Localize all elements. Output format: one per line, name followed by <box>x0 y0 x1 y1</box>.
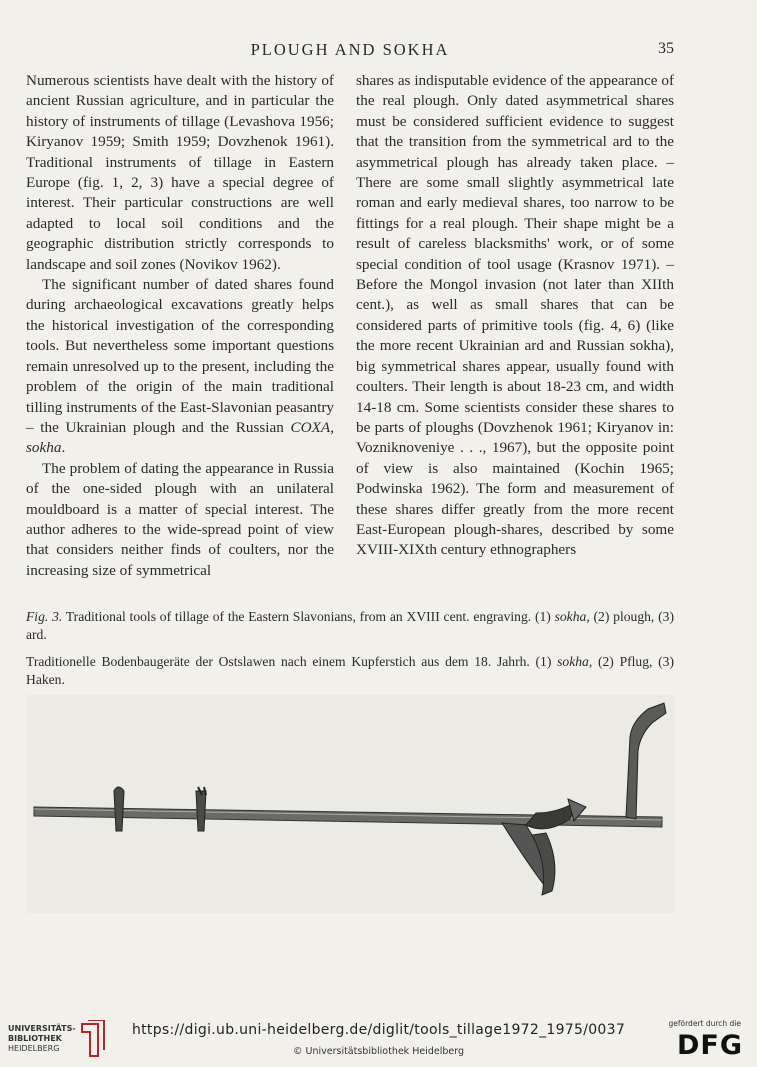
caption-german <box>26 653 674 689</box>
plough-photograph <box>26 695 674 913</box>
paragraph: shares as indisputable evidence of the appearance of the real plough. Only dated asymmetrical shares must be considered sufficient evidence to suggest that the transition from the symmetrical ard to the asymmetrical plough has already taken place. – There are some small slightly asymmetrical late roman and early medieval shares, too narrow to be fittings for a real plough. Their shape might be a result of careless blacksmiths' work, or of some special condition of tool usage (Krasnov 1971). – Before the Mongol invasion (not later than XIIth cent.), as well as small shares that can be considered parts of primitive tools (fig. 4, 6) (like the more recent Ukrainian ard and Russian sokha), big symmetrical shares appear, usually found with coulters. Their length is about 18-23 cm, and width 14-18 cm. Some scientists consider these shares to be parts of ploughs (Dovzhenok 1961; Kiryanov in: Vozniknoveniye . . ., 1967), but the opposite point of view is also maintained (Kochin 1965; Podwinska 1962). The form and measurement of these shares differ greatly from the more recent East-European plough-shares, described by some XVIII-XIXth century ethnographers <box>356 72 674 559</box>
paragraph-text: The significant number of dated shares found during archaeological excavations greatly helps the historical investigation of the corresponding tools. But nevertheless some important questions remain unresolved up to the present, including the problem of the origin of the main traditional tilling instruments of the East-Slavonian peasantry – the Ukrainian plough and the Russian <box>26 276 334 436</box>
dfg-logo: DFG <box>676 1030 743 1061</box>
page-number: 35 <box>658 40 674 57</box>
plough-illustration <box>26 695 674 913</box>
source-url-link[interactable]: https://digi.ub.uni-heidelberg.de/diglit/tools_tillage1972_1975/0037 <box>131 1022 626 1038</box>
running-title: PLOUGH AND SOKHA <box>250 40 450 59</box>
right-column <box>356 71 674 561</box>
page-header <box>26 40 674 62</box>
caption-text: Traditional tools of tillage of the Eastern Slavonians, from an XVIII cent. engraving. (1) <box>62 609 555 624</box>
copyright-notice: © Universitätsbibliothek Heidelberg <box>292 1046 464 1057</box>
paragraph: The problem of dating the appearance in Russia of the one-sided plough with an unilateral mouldboard is a matter of special interest. The author adheres to the wide-spread point of view that considers neither finds of coulters, nor the increasing size of symmetrical <box>26 459 334 579</box>
logo-line: UNIVERSITÄTS- <box>8 1024 76 1033</box>
paragraph <box>26 275 334 459</box>
caption-text: Traditionelle Bodenbaugeräte der Ostslawen nach einem Kupferstich aus dem 18. Jahrh. (1) <box>26 654 558 669</box>
page-footer <box>0 1012 757 1067</box>
logo-line: BIBLIOTHEK <box>8 1034 62 1043</box>
logo-line: HEIDELBERG <box>8 1044 60 1053</box>
funded-by-label: gefördert durch die <box>668 1019 741 1028</box>
paragraph-text: . <box>61 439 66 457</box>
caption-text: , (2) plough, (3) ard. <box>26 609 674 642</box>
figure-captions <box>26 608 674 698</box>
italic-term: sokha <box>554 609 587 624</box>
paragraph: Numerous scientists have dealt with the history of ancient Russian agriculture, and in particular the history of instruments of tillage (Levashova 1956; Kiryanov 1959; Smith 1959; Dovzhenok 1961). Traditional instruments of tillage in Eastern Europe (fig. 1, 2, 3) have a special degree of interest. Their particular constructions are well adapted to local soil conditions and the geographic distribution strictly corresponds to landscape and soil zones (Novikov 1962). <box>26 72 334 273</box>
figure-label: Fig. 3. <box>26 609 63 624</box>
left-column <box>26 71 334 581</box>
italic-term: sokha <box>557 654 589 669</box>
caption-english <box>26 608 674 644</box>
caption-text: , (2) Pflug, (3) Haken. <box>26 654 675 687</box>
italic-term: COXA, sokha <box>26 418 334 457</box>
